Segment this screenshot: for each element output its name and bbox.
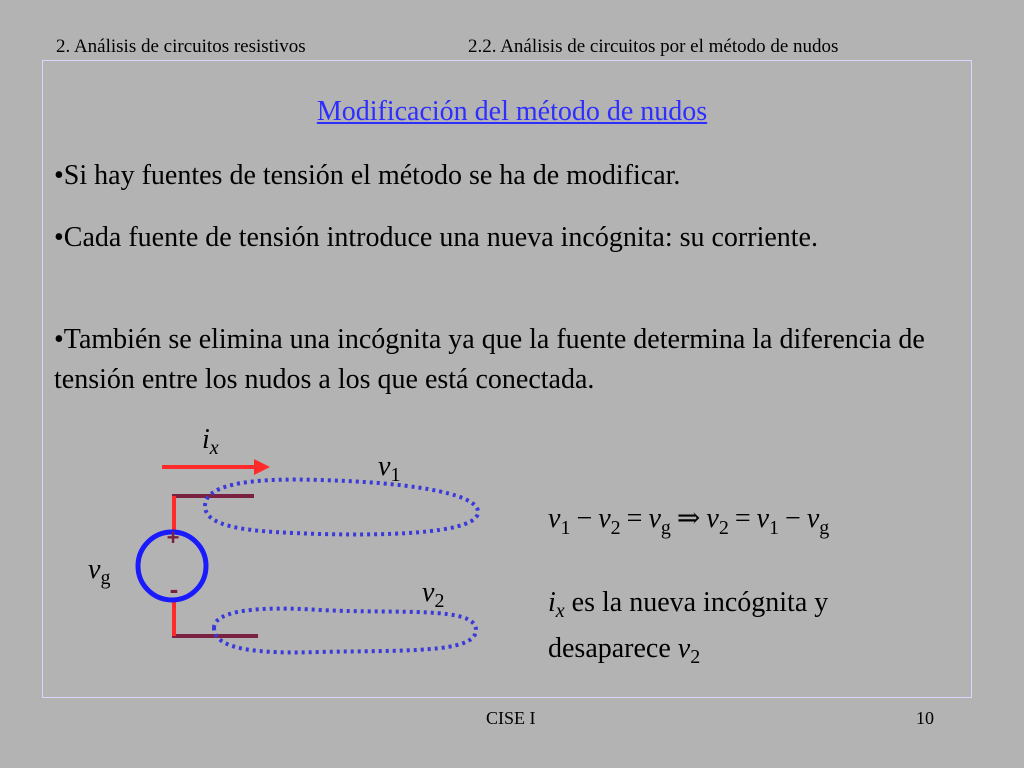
bullet-2: •Cada fuente de tensión introduce una nueva incógnita: su corriente. [54,222,818,253]
source-minus: - [169,574,179,604]
node-1-outline [205,480,478,535]
source-plus: + [166,525,180,550]
node-1-label: $v_1$ [378,451,401,486]
slide-title: Modificación del método de nudos [316,96,708,127]
current-arrow-head [254,459,270,475]
page-number: 10 [916,708,934,728]
source-label: $v_g$ [88,554,111,589]
bullet-1: •Si hay fuentes de tensión el método se ha de modificar. [54,160,681,191]
bullet-3: •También se elimina una incógnita ya que la fuente determina la diferencia de tensión entre los nudos a los que está conectada. [54,324,925,395]
current-label: $i_x$ [202,424,219,459]
header-subsection: 2.2. Análisis de circuitos por el método de nudos [468,36,839,57]
footer-course: CISE I [486,708,536,728]
node-equation: $v_1 - v_2 = v_g$ ⇒ $v_2 = v_1 - v_g$ [548,503,830,539]
conclusion-note: $i_x$ es la nueva incógnita y desaparece $v_2$ [548,587,829,668]
node-2-label: $v_2$ [422,577,445,612]
header-section: 2. Análisis de circuitos resistivos [56,36,306,57]
